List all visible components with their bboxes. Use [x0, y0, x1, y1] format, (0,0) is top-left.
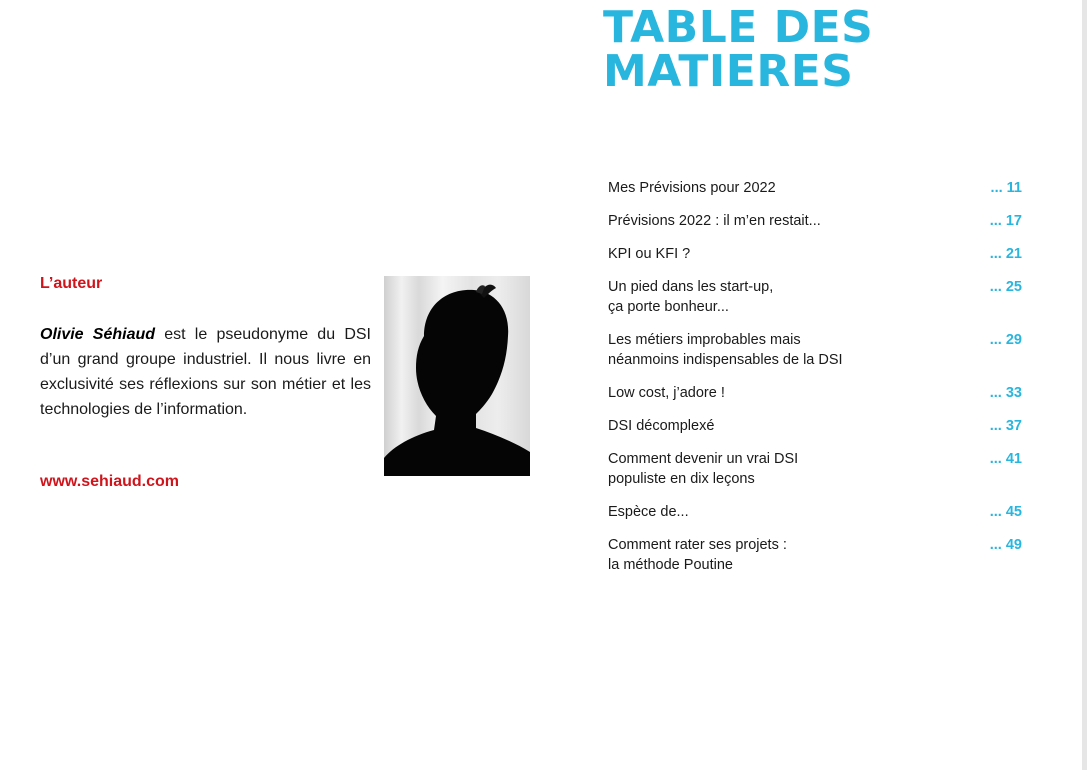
toc-page-number: ... 45 — [989, 504, 1022, 520]
toc-entry-title — [608, 330, 962, 370]
toc-entry-title-line: Comment devenir un vrai DSI — [608, 451, 799, 467]
toc-entry-title-line: Espèce de... — [608, 504, 689, 520]
toc-entry-title-line: DSI décomplexé — [608, 418, 715, 434]
author-photo — [384, 276, 530, 476]
toc-entry-title-line: Prévisions 2022 : il m’en restait... — [608, 213, 821, 229]
toc-page-number: ... 21 — [989, 246, 1022, 262]
toc-entry-title — [608, 535, 962, 575]
toc-entry-title-line: Low cost, j’adore ! — [608, 385, 725, 401]
author-website-link[interactable]: www.sehiaud.com — [40, 473, 179, 490]
toc-title-line-1: TABLE DES — [603, 2, 874, 53]
toc-page-number: ... 17 — [989, 213, 1022, 229]
toc-entry[interactable] — [608, 502, 1022, 522]
author-bio — [40, 322, 371, 422]
author-heading: L’auteur — [40, 275, 103, 292]
toc-page-number: ... 11 — [990, 180, 1022, 196]
page-edge — [1082, 0, 1087, 770]
toc-entry-title — [608, 502, 962, 522]
toc-entry-title-line: Les métiers improbables mais — [608, 332, 801, 348]
toc-entry[interactable] — [608, 449, 1022, 489]
toc-entry[interactable] — [608, 330, 1022, 370]
toc-page-number: ... 29 — [989, 332, 1022, 348]
toc-entry[interactable] — [608, 211, 1022, 231]
toc-page-number: ... 37 — [989, 418, 1022, 434]
toc-entry-title-line: Comment rater ses projets : — [608, 537, 787, 553]
toc-entry[interactable] — [608, 535, 1022, 575]
toc-page-number: ... 33 — [989, 385, 1022, 401]
toc-entry-title — [608, 244, 962, 264]
toc-entry-title-line: ça porte bonheur... — [608, 299, 729, 315]
toc-entry-title — [608, 211, 962, 231]
toc-entry-title — [608, 178, 962, 198]
toc-page-number: ... 41 — [989, 451, 1022, 467]
silhouette-icon — [384, 276, 530, 476]
toc-entry-title — [608, 416, 962, 436]
toc-entry-title — [608, 383, 962, 403]
toc-page-number: ... 25 — [989, 279, 1022, 295]
toc-entry-title-line: néanmoins indispensables de la DSI — [608, 352, 843, 368]
toc-entry-title-line: la méthode Poutine — [608, 557, 733, 573]
toc-entry-title-line: populiste en dix leçons — [608, 471, 755, 487]
toc-page-number: ... 49 — [989, 537, 1022, 553]
toc-entry[interactable] — [608, 416, 1022, 436]
toc-entry-title — [608, 277, 962, 317]
toc-entry-title-line: Un pied dans les start-up, — [608, 279, 774, 295]
toc-entry[interactable] — [608, 383, 1022, 403]
toc-title-line-2: MATIERES — [603, 46, 854, 97]
author-name: Olivie Séhiaud — [40, 326, 156, 343]
toc-title — [603, 2, 874, 97]
toc-entry[interactable] — [608, 178, 1022, 198]
author-bio-text: est le pseudonyme du DSI d’un grand groupe industriel. Il nous livre en exclusivité ses réflexions sur son métier et les technologies de l’information. — [40, 326, 371, 418]
toc-entry[interactable] — [608, 277, 1022, 317]
toc-list — [608, 178, 1022, 588]
toc-entry-title-line: Mes Prévisions pour 2022 — [608, 180, 776, 196]
toc-entry[interactable] — [608, 244, 1022, 264]
toc-entry-title-line: KPI ou KFI ? — [608, 246, 691, 262]
toc-entry-title — [608, 449, 962, 489]
